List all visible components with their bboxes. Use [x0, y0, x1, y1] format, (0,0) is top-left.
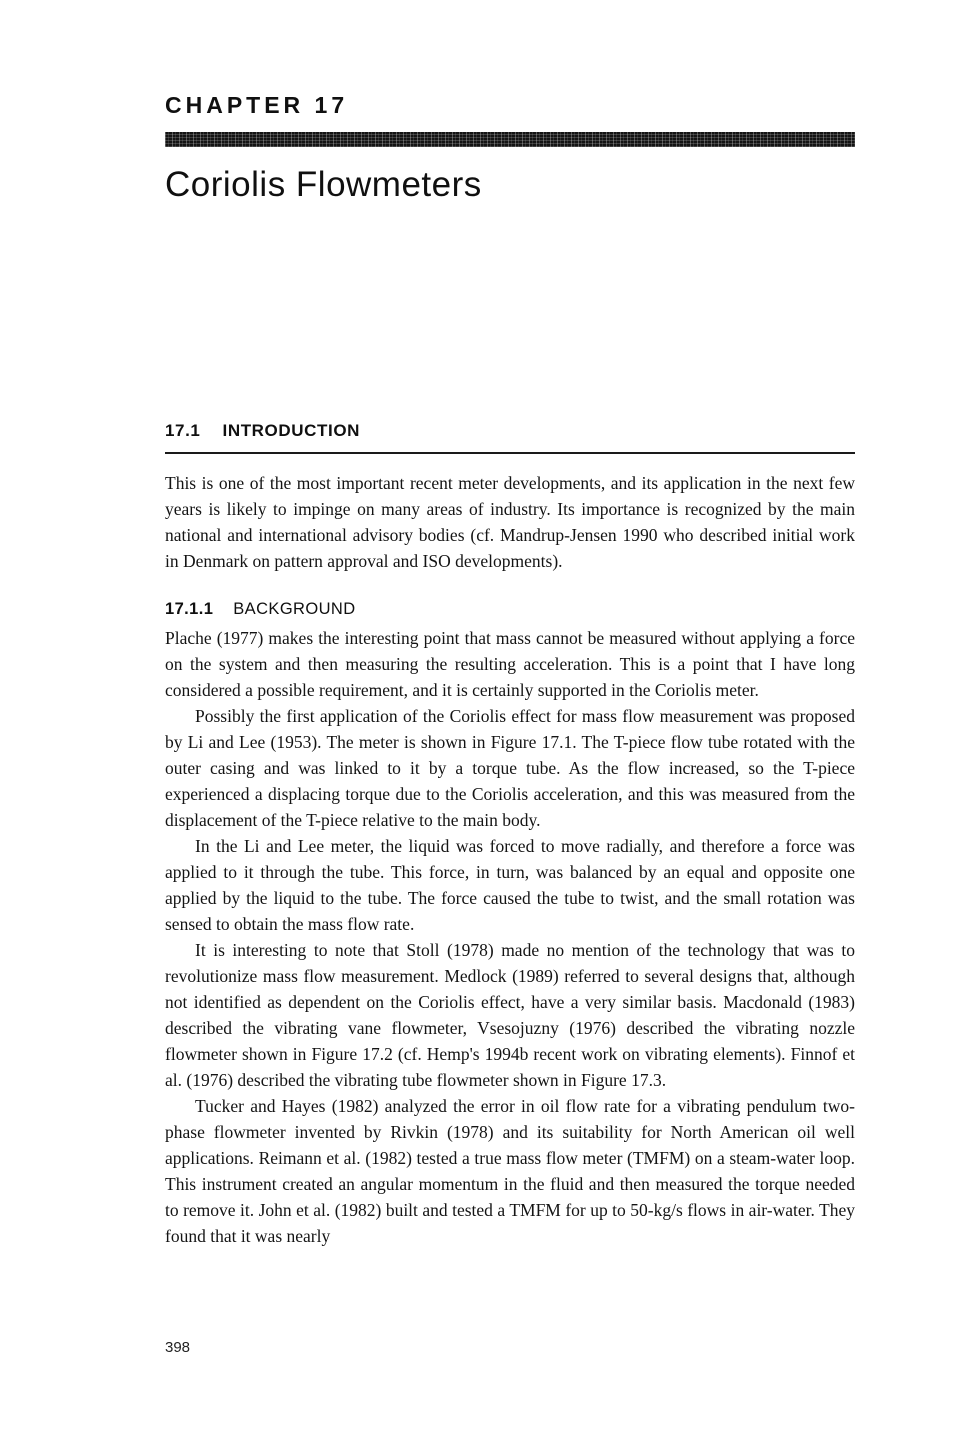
subsection-number: 17.1.1 — [165, 600, 214, 618]
paragraph: Tucker and Hayes (1982) analyzed the error in oil flow rate for a vibrating pendulum two-phase flowmeter invented by Rivkin (1978) and its suitability for North American oil well applications. Reimann et al. (1982) tested a true mass flow meter (TMFM) on a steam-water loop. This instrument created an angular momentum in the fluid and then measured the torque needed to remove it. John et al. (1982) built and tested a TMFM for up to 50-kg/s flows in air-water. They found that it was nearly — [165, 1096, 855, 1246]
paragraph: It is interesting to note that Stoll (1978) made no mention of the technology that was to revolutionize mass flow measurement. Medlock (1989) referred to several designs that, although not identified as dependent on the Coriolis effect, have a very similar basis. Macdonald (1983) described the vibrating vane flowmeter, Vsesojuzny (1976) described the vibrating nozzle flowmeter shown in Figure 17.2 (cf. Hemp's 1994b recent work on vibrating elements). Finnof et al. (1976) described the vibrating tube flowmeter shown in Figure 17.3. — [165, 940, 855, 1090]
section-introduction — [165, 421, 855, 574]
section-title: INTRODUCTION — [222, 421, 361, 440]
paragraph: Possibly the first application of the Coriolis effect for mass flow measurement was proposed by Li and Lee (1953). The meter is shown in Figure 17.1. The T-piece flow tube rotated with the outer casing and was linked to it by a torque tube. As the flow increased, so the T-piece experienced a displacing torque due to the Coriolis acceleration, and this was measured from the displacement of the T-piece relative to the main body. — [165, 706, 855, 830]
intro-body — [165, 470, 855, 574]
page-number: 398 — [165, 1339, 191, 1356]
section-heading — [165, 421, 855, 454]
chapter-header — [165, 92, 855, 205]
subsection-background — [165, 600, 855, 1249]
section-number: 17.1 — [165, 421, 201, 440]
subsection-title: BACKGROUND — [233, 600, 356, 618]
paragraph: In the Li and Lee meter, the liquid was forced to move radially, and therefore a force was applied to it through the tube. This force, in turn, was balanced by an equal and opposite one applied by the liquid to the tube. The force caused the tube to twist, and the small rotation was sensed to obtain the mass flow rate. — [165, 836, 855, 934]
chapter-title: Coriolis Flowmeters — [165, 165, 482, 204]
subsection-heading — [165, 600, 855, 619]
chapter-decorative-bar — [165, 132, 855, 147]
background-body — [165, 625, 855, 1249]
paragraph: Plache (1977) makes the interesting point that mass cannot be measured without applying a force on the system and then measuring the resulting acceleration. This is a point that I have long considered a possible requirement, and it is certainly supported in the Coriolis meter. — [165, 628, 855, 700]
chapter-label: CHAPTER 17 — [165, 92, 349, 118]
paragraph: This is one of the most important recent meter developments, and its application in the next few years is likely to impinge on many areas of industry. Its importance is recognized by the main national and international advisory bodies (cf. Mandrup-Jensen 1990 who described initial work in Denmark on pattern approval and ISO developments). — [165, 473, 855, 571]
